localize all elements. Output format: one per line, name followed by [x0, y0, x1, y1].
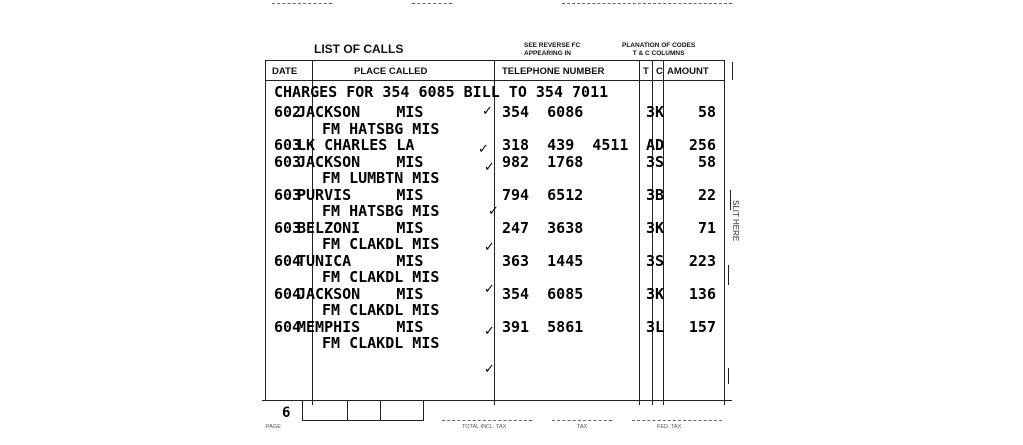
- call-origin: FM LUMBTN MIS: [322, 169, 440, 187]
- table-row: [262, 286, 738, 302]
- call-telephone: 318 439 4511: [502, 136, 629, 154]
- edge-mark: [732, 62, 733, 80]
- call-place: JACKSON MIS: [297, 284, 424, 303]
- table-row: [262, 253, 738, 269]
- call-date: 603: [274, 218, 302, 237]
- col-header-telephone: TELEPHONE NUMBER: [502, 66, 605, 77]
- explanation-line2: T & C COLUMNS: [632, 50, 685, 57]
- call-origin-row: [262, 269, 738, 285]
- check-mark-icon: ✓: [488, 204, 499, 219]
- scan-mark: [272, 3, 332, 4]
- call-origin: FM CLAKDL MIS: [322, 334, 440, 352]
- call-origin-row: [262, 170, 738, 186]
- check-mark-icon: ✓: [484, 160, 495, 175]
- call-place: MEMPHIS MIS: [297, 317, 424, 336]
- check-mark-icon: ✓: [484, 324, 495, 339]
- call-date: 604: [274, 284, 302, 303]
- footer-other-label: FED. TAX: [657, 424, 682, 430]
- table-row: [262, 154, 738, 170]
- see-reverse-line1: SEE REVERSE FC: [524, 42, 581, 49]
- call-tc-code: 3S: [646, 152, 665, 171]
- call-date: 602: [274, 103, 302, 121]
- header-top-rule: [265, 60, 725, 61]
- explanation-note: [622, 42, 695, 58]
- form-title: LIST OF CALLS: [314, 42, 404, 56]
- see-reverse-line2: APPEARING IN: [524, 50, 571, 57]
- call-tc-code: 3B: [646, 185, 665, 204]
- call-amount: 256: [688, 136, 716, 154]
- footer-tax-label: TAX: [577, 424, 588, 430]
- call-origin: FM CLAKDL MIS: [322, 235, 440, 253]
- footer-box-divider: [347, 400, 348, 420]
- call-tc-code: 3L: [646, 317, 665, 336]
- call-amount: 157: [688, 317, 716, 336]
- footer-total-label: TOTAL INCL. TAX: [462, 424, 507, 430]
- slit-here-label: SLIT HERE: [731, 200, 740, 242]
- footer-other-rule: [632, 420, 722, 421]
- call-date: 603: [274, 185, 302, 204]
- call-tc-code: AD: [646, 136, 665, 154]
- call-place: PURVIS MIS: [297, 185, 424, 204]
- call-list-document: [262, 0, 738, 445]
- call-place: LK CHARLES LA: [297, 136, 415, 154]
- check-mark-icon: ✓: [482, 104, 493, 119]
- call-telephone: 354 6086: [502, 103, 584, 121]
- call-amount: 58: [697, 103, 716, 121]
- call-tc-code: 3K: [646, 218, 665, 237]
- call-place: BELZONI MIS: [297, 218, 424, 237]
- call-telephone: 391 5861: [502, 317, 584, 336]
- call-origin-row: [262, 302, 738, 318]
- call-place: JACKSON MIS: [297, 103, 424, 121]
- scan-mark: [412, 3, 452, 4]
- col-header-amount: AMOUNT: [667, 66, 709, 77]
- check-mark-icon: ✓: [478, 142, 489, 157]
- call-amount: 58: [697, 152, 716, 171]
- call-origin: FM HATSBG MIS: [322, 119, 440, 138]
- call-origin-row: [262, 203, 738, 219]
- call-origin: FM HATSBG MIS: [322, 202, 440, 220]
- call-amount: 223: [688, 251, 716, 270]
- table-row: [262, 319, 738, 335]
- call-telephone: 794 6512: [502, 185, 584, 204]
- footer-tax-rule: [552, 420, 612, 421]
- footer-box-divider: [380, 400, 381, 420]
- check-mark-icon: ✓: [484, 240, 495, 255]
- table-row: [262, 137, 738, 153]
- call-place: TUNICA MIS: [297, 251, 424, 270]
- see-reverse-note: [524, 42, 580, 58]
- scan-mark: [562, 3, 732, 4]
- charges-line: CHARGES FOR 354 6085 BILL TO 354 7011: [274, 83, 609, 101]
- page-label: PAGE: [266, 424, 281, 430]
- call-origin: FM CLAKDL MIS: [322, 268, 440, 286]
- call-telephone: 982 1768: [502, 152, 584, 171]
- edge-mark: [728, 265, 729, 285]
- call-date: 603: [274, 152, 302, 171]
- call-telephone: 247 3638: [502, 218, 584, 237]
- call-date: 604: [274, 251, 302, 270]
- edge-mark: [728, 368, 729, 384]
- check-mark-icon: ✓: [484, 282, 495, 297]
- call-origin: FM CLAKDL MIS: [322, 301, 440, 319]
- col-header-c: C: [656, 66, 663, 77]
- table-row: [262, 220, 738, 236]
- footer-box: [302, 400, 424, 421]
- col-header-t: T: [643, 66, 649, 77]
- call-date: 604: [274, 317, 302, 336]
- footer-total-rule: [442, 420, 532, 421]
- call-amount: 136: [688, 284, 716, 303]
- call-amount: 22: [697, 185, 716, 204]
- table-row: [262, 187, 738, 203]
- call-telephone: 363 1445: [502, 251, 584, 270]
- call-tc-code: 3K: [646, 103, 665, 121]
- check-mark-icon: ✓: [484, 362, 495, 377]
- call-date: 603: [274, 136, 302, 154]
- call-origin-row: [262, 121, 738, 137]
- explanation-line1: PLANATION OF CODES: [622, 42, 696, 49]
- call-origin-row: [262, 236, 738, 252]
- col-header-date: DATE: [272, 66, 298, 77]
- call-tc-code: 3K: [646, 284, 665, 303]
- call-tc-code: 3S: [646, 251, 665, 270]
- call-origin-row: [262, 335, 738, 351]
- table-row: [262, 104, 738, 120]
- call-telephone: 354 6085: [502, 284, 584, 303]
- call-amount: 71: [697, 218, 716, 237]
- call-place: JACKSON MIS: [297, 152, 424, 171]
- header-bottom-rule: [265, 80, 725, 81]
- page-number: 6: [282, 405, 291, 421]
- col-header-place: PLACE CALLED: [354, 66, 428, 77]
